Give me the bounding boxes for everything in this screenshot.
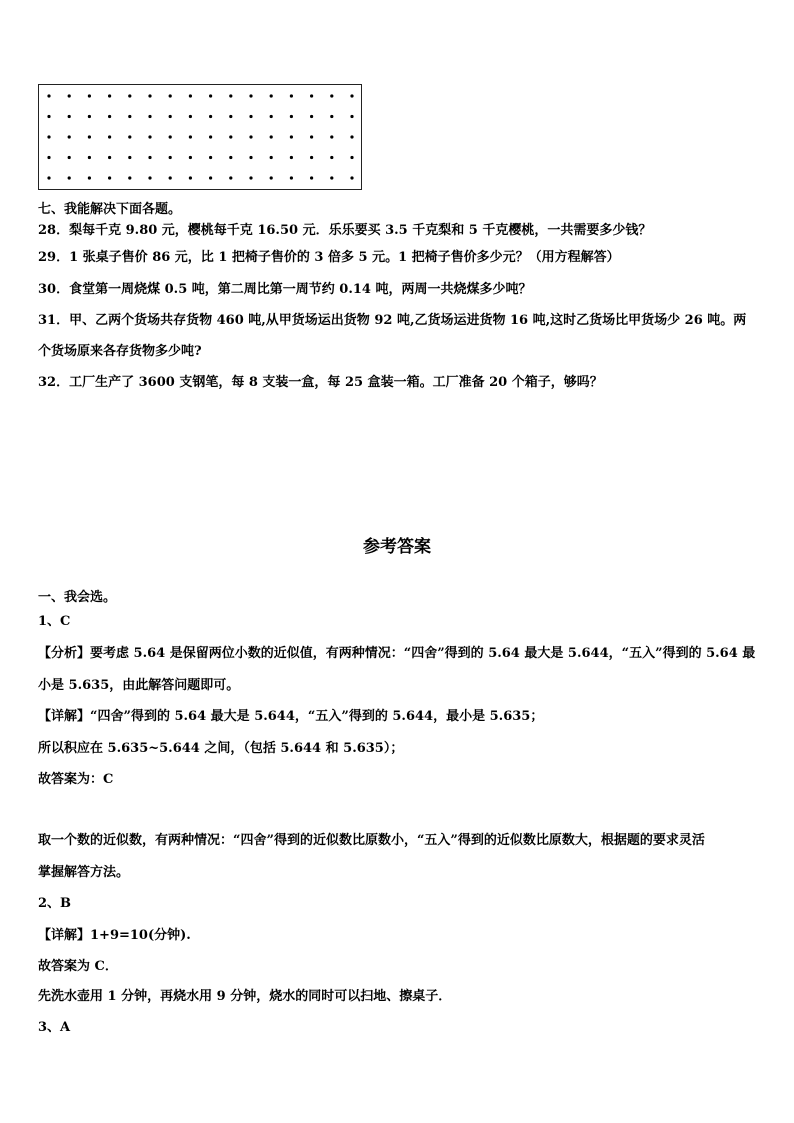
grid-dot [330,94,333,97]
grid-dot [68,135,71,138]
grid-dot [229,176,232,179]
grid-dot [68,115,71,118]
grid-dot [88,176,91,179]
grid-dot [330,176,333,179]
grid-dot [47,115,50,118]
grid-dot [290,156,293,159]
grid-dot [47,156,50,159]
grid-dot [330,115,333,118]
grid-dot [47,135,50,138]
answer-1-analysis-line-1: 【分析】要考虑 5.64 是保留两位小数的近似值，有两种情况：“四舍”得到的 5.64 最大是 5.644，“五入”得到的 5.64 最 [38,646,756,661]
grid-dot [330,135,333,138]
question-29: 29．1 张桌子售价 86 元，比 1 把椅子售价的 3 倍多 5 元。1 把椅子售价多少元？（用方程解答） [38,250,620,265]
grid-dot [189,156,192,159]
grid-dot [310,115,313,118]
grid-dot [249,176,252,179]
grid-dot [270,94,273,97]
grid-dot [290,135,293,138]
grid-dot [270,135,273,138]
grid-dot [209,176,212,179]
grid-dot [148,156,151,159]
grid-dot [229,115,232,118]
grid-dot [209,156,212,159]
grid-dot [350,115,353,118]
answer-2-note: 先洗水壶用 1 分钟，再烧水用 9 分钟，烧水的同时可以扫地、擦桌子． [38,989,452,1004]
grid-dot [330,156,333,159]
grid-dot [350,156,353,159]
answer-1-note-line-2: 掌握解答方法。 [38,865,130,880]
grid-dot [88,115,91,118]
grid-dot [290,115,293,118]
grid-dot [270,156,273,159]
grid-dot [350,94,353,97]
grid-dot [148,135,151,138]
answer-1-detail: 【详解】“四舍”得到的 5.64 最大是 5.644，“五入”得到的 5.644，最小是 5.635； [38,709,544,724]
grid-dot [229,135,232,138]
grid-dot [310,135,313,138]
answer-2: 2、B [38,896,72,911]
grid-dot [249,135,252,138]
grid-dot [169,176,172,179]
grid-dot [189,115,192,118]
answer-2-detail: 【详解】1+9=10(分钟). [38,928,191,943]
grid-dot [229,94,232,97]
question-31-line-1: 31．甲、乙两个货场共存货物 460 吨,从甲货场运出货物 92 吨,乙货场运进货物 16 吨,这时乙货场比甲货场少 26 吨。两 [38,313,747,328]
grid-dot [128,115,131,118]
grid-dot [169,156,172,159]
grid-dot [169,94,172,97]
grid-dot [148,176,151,179]
grid-dot [88,94,91,97]
question-31-line-2: 个货场原来各存货物多少吨? [38,344,202,359]
grid-dot [68,176,71,179]
grid-dot [249,94,252,97]
grid-dot [88,135,91,138]
grid-dot [229,156,232,159]
grid-dot [270,176,273,179]
grid-dot [169,135,172,138]
answer-1-conclusion: 故答案为：C [38,772,114,787]
grid-dot [148,115,151,118]
grid-dot [249,156,252,159]
grid-dot [108,176,111,179]
grid-dot [189,94,192,97]
grid-dot [310,176,313,179]
grid-dot [290,176,293,179]
answer-1-note-line-1: 取一个数的近似数，有两种情况：“四舍”得到的近似数比原数小，“五入”得到的近似数比原数大，根据题的要求灵活 [38,833,705,848]
grid-dot [148,94,151,97]
section-7-heading: 七、我能解决下面各题。 [38,202,182,217]
grid-dot [310,94,313,97]
answer-1-analysis-line-2: 小是 5.635，由此解答问题即可。 [38,678,240,693]
grid-dot [128,176,131,179]
grid-dot [350,135,353,138]
question-28: 28．梨每千克 9.80 元，樱桃每千克 16.50 元．乐乐要买 3.5 千克梨和 5 千克樱桃，一共需要多少钱？ [38,223,652,238]
answer-key-title: 参考答案 [363,537,431,557]
grid-dot [169,115,172,118]
grid-dot [47,94,50,97]
grid-dot [128,94,131,97]
grid-dot [189,176,192,179]
grid-dot [249,115,252,118]
grid-dot [108,135,111,138]
grid-dot [68,156,71,159]
grid-dot [128,156,131,159]
dot-grid-dots [39,85,363,191]
grid-dot [68,94,71,97]
answer-1-range: 所以积应在 5.635~5.644 之间，（包括 5.644 和 5.635）； [38,741,404,756]
answer-section-1-heading: 一、我会选。 [38,590,117,605]
grid-dot [108,115,111,118]
grid-dot [88,156,91,159]
grid-dot [108,94,111,97]
grid-dot [189,135,192,138]
dot-grid-figure [38,84,362,190]
grid-dot [310,156,313,159]
grid-dot [47,176,50,179]
grid-dot [350,176,353,179]
grid-dot [209,135,212,138]
answer-3: 3、A [38,1020,71,1035]
grid-dot [290,94,293,97]
grid-dot [128,135,131,138]
question-30: 30．食堂第一周烧煤 0.5 吨，第二周比第一周节约 0.14 吨，两周一共烧煤多少吨？ [38,282,532,297]
grid-dot [209,115,212,118]
answer-2-conclusion: 故答案为 C． [38,959,118,974]
answer-1: 1、C [38,614,71,629]
grid-dot [209,94,212,97]
grid-dot [270,115,273,118]
grid-dot [108,156,111,159]
question-32: 32．工厂生产了 3600 支钢笔，每 8 支装一盒，每 25 盒装一箱。工厂准备 20 个箱子，够吗？ [38,375,603,390]
